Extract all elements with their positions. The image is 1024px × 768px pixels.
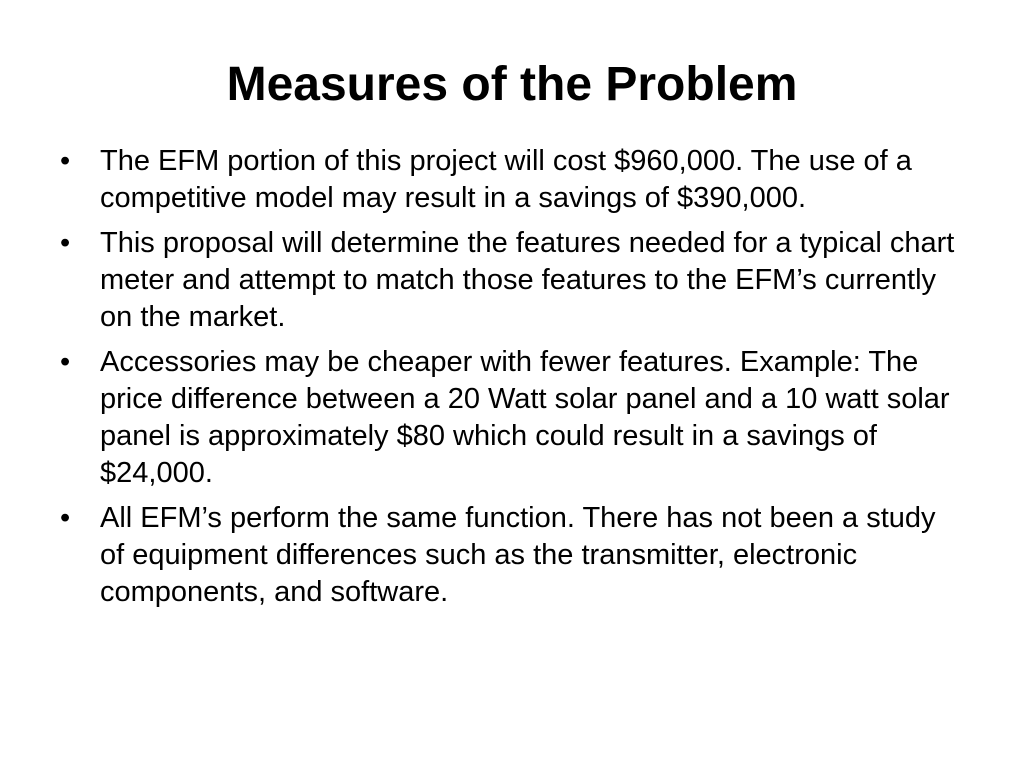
bullet-text: The EFM portion of this project will cost $960,000. The use of a competitive model may result in a savings of $390,000. (100, 145, 912, 214)
bullet-text: All EFM’s perform the same function. There has not been a study of equipment differences such as the transmitter, electronic components, and software. (100, 502, 936, 608)
bullet-icon: • (60, 145, 71, 177)
bullet-icon: • (60, 227, 71, 259)
bullet-item-features (56, 225, 956, 336)
bullet-list (56, 143, 956, 619)
bullet-icon: • (60, 346, 71, 378)
bullet-icon: • (60, 502, 71, 534)
bullet-item-cost (56, 143, 956, 217)
bullet-text: Accessories may be cheaper with fewer features. Example: The price difference between a 20 Watt solar panel and a 10 watt solar panel is approximately $80 which could result in a savings of $24,000. (100, 346, 950, 489)
bullet-text: This proposal will determine the features needed for a typical chart meter and attempt to match those features to the EFM’s currently on the market. (100, 227, 955, 333)
slide-title: Measures of the Problem (226, 58, 798, 111)
bullet-item-accessories (56, 344, 956, 492)
bullet-item-function (56, 500, 956, 611)
